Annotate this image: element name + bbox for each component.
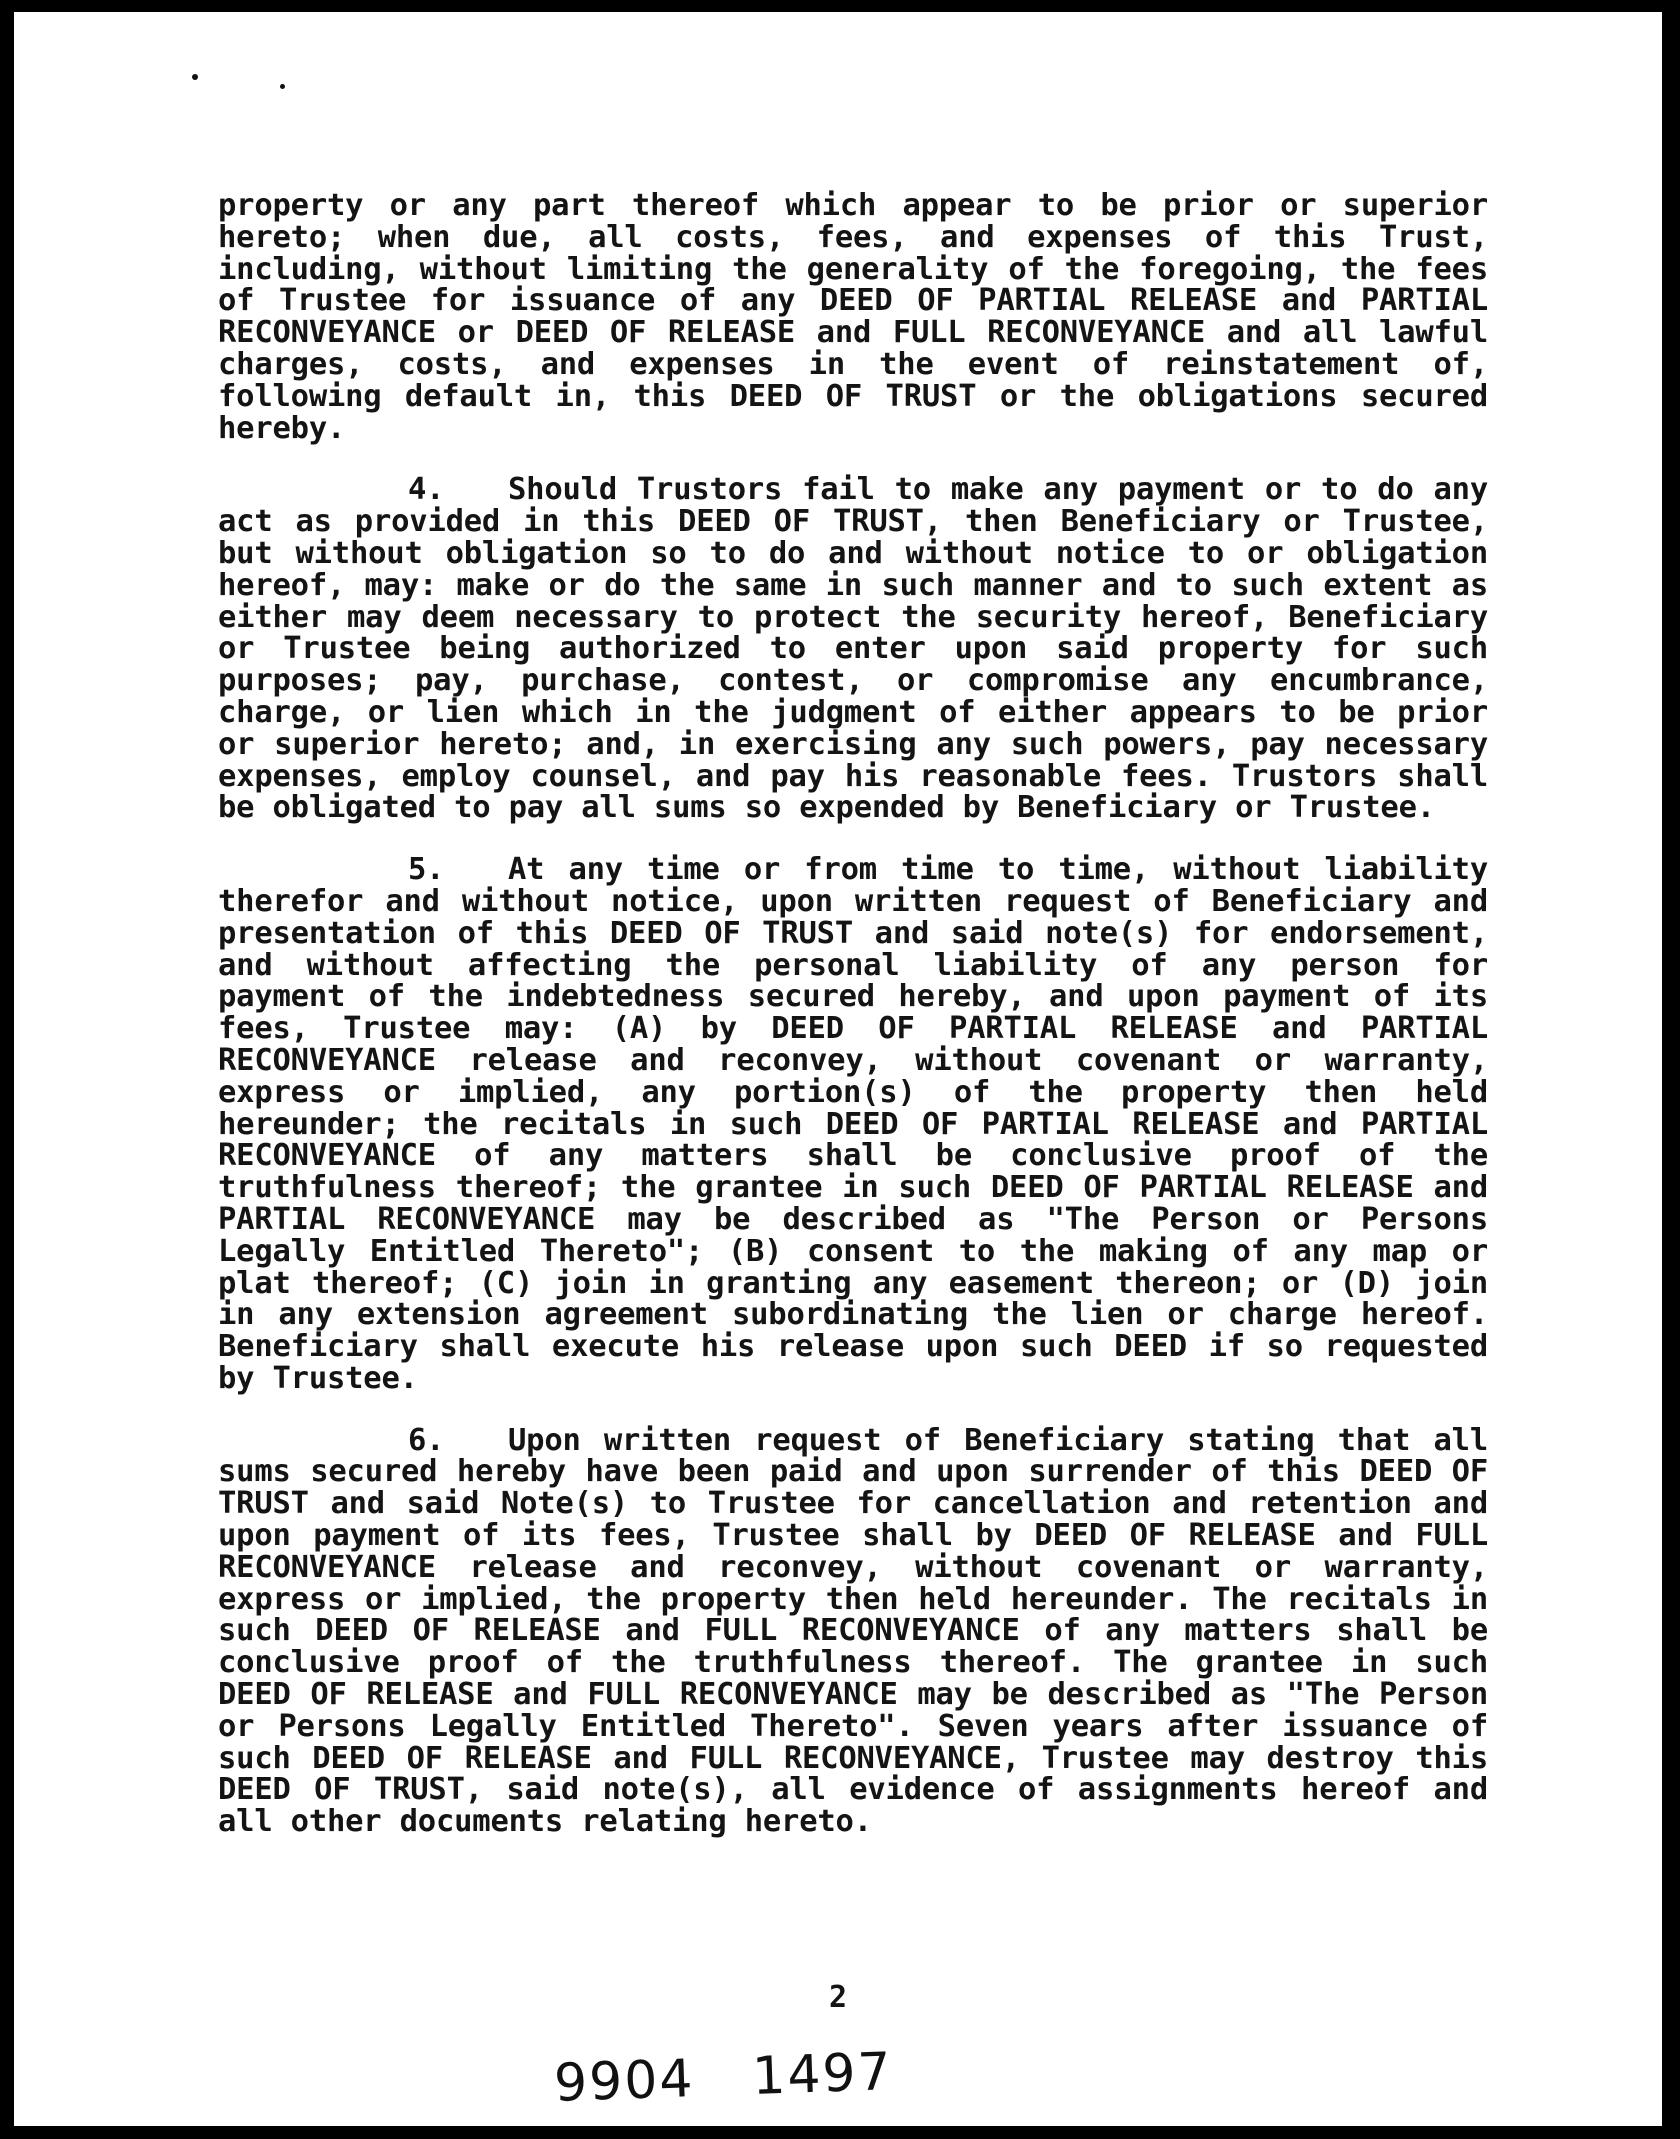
recording-stamp bbox=[553, 2042, 894, 2114]
paragraph-number: 4. bbox=[408, 472, 445, 508]
paragraph-text: Should Trustors fail to make any payment or to do any act as provided in this DEED OF TRUST, then Beneficiary or Trustee, but without obligation so to do and without notice to or obligation hereof, may: make or do the same in such manner and to such extent as either may deem necessary to protect the security hereof, Beneficiary or Trustee being authorized to enter upon said property for such purposes; pay, purchase, contest, or compromise any encumbrance, charge, or lien which in the judgment of either appears to be prior or superior hereto; and, in exercising any such powers, pay necessary expenses, employ counsel, and pay his reasonable fees. Trustors shall be obligated to pay all sums so expended by Beneficiary or Trustee. bbox=[218, 472, 1488, 826]
paragraph-text: Upon written request of Beneficiary stating that all sums secured hereby have been paid and upon surrender of this DEED OF TRUST and said Note(s) to Trustee for cancellation and retention and upon payment of its fees, Trustee shall by DEED OF RELEASE and FULL RECONVEYANCE release and reconvey, without covenant or warranty, express or implied, the property then held hereunder. The recitals in such DEED OF RELEASE and FULL RECONVEYANCE of any matters shall be conclusive proof of the truthfulness thereof. The grantee in such DEED OF RELEASE and FULL RECONVEYANCE may be described as "The Person or Persons Legally Entitled Thereto". Seven years after issuance of such DEED OF RELEASE and FULL RECONVEYANCE, Trustee may destroy this DEED OF TRUST, said note(s), all evidence of assignments hereof and all other documents relating hereto. bbox=[218, 1422, 1488, 1840]
paragraph-continuation bbox=[218, 190, 1488, 444]
stamp-book-number: 9904 bbox=[553, 2049, 696, 2114]
paragraph-number: 5. bbox=[408, 852, 445, 888]
page-number: 2 bbox=[828, 1980, 848, 2015]
stamp-page-number: 1497 bbox=[751, 2042, 894, 2107]
document-body bbox=[218, 190, 1488, 1868]
document-page bbox=[14, 12, 1662, 2126]
paragraph-number: 6. bbox=[408, 1422, 445, 1458]
scan-speck bbox=[192, 74, 198, 80]
paragraph-4 bbox=[218, 474, 1488, 824]
paragraph-text: At any time or from time to time, without liability therefor and without notice, upon written request of Beneficiary and presentation of this DEED OF TRUST and said note(s) for endorsement, and without affecting the personal liability of any person for payment of the indebtedness secured hereby, and upon payment of its fees, Trustee may: (A) by DEED OF PARTIAL RELEASE and PARTIAL RECONVEYANCE release and reconvey, without covenant or warranty, express or implied, any portion(s) of the property then held hereunder; the recitals in such DEED OF PARTIAL RELEASE and PARTIAL RECONVEYANCE of any matters shall be conclusive proof of the truthfulness thereof; the grantee in such DEED OF PARTIAL RELEASE and PARTIAL RECONVEYANCE may be described as "The Person or Persons Legally Entitled Thereto"; (B) consent to the making of any map or plat thereof; (C) join in granting any easement thereon; or (D) join in any extension agreement subordinating the lien or charge hereof. Beneficiary shall execute his release upon such DEED if so requested by Trustee. bbox=[218, 852, 1488, 1396]
paragraph-5 bbox=[218, 854, 1488, 1395]
paragraph-text: property or any part thereof which appear to be prior or superior hereto; when due, all costs, fees, and expenses of this Trust, including, without limiting the generality of the foregoing, the fees of Trustee for issuance of any DEED OF PARTIAL RELEASE and PARTIAL RECONVEYANCE or DEED OF RELEASE and FULL RECONVEYANCE and all lawful charges, costs, and expenses in the event of reinstatement of, following default in, this DEED OF TRUST or the obligations secured hereby. bbox=[218, 188, 1488, 446]
paragraph-6 bbox=[218, 1422, 1488, 1840]
scan-speck bbox=[280, 84, 285, 89]
